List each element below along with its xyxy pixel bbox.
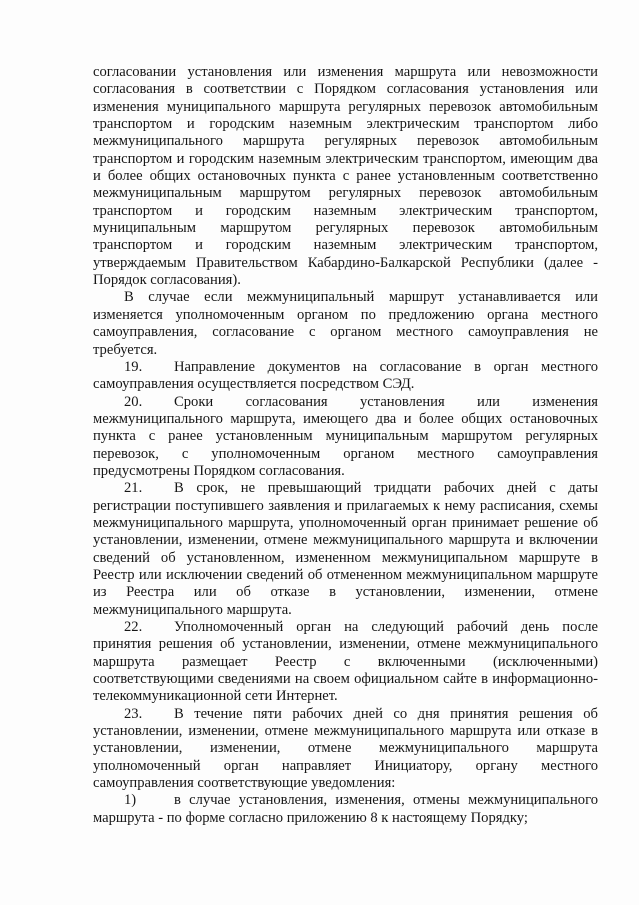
paragraph-19 [93, 359, 598, 394]
paragraph-mezhmunicipal-case [93, 289, 598, 358]
list-item-text: в случае установления, изменения, отмены межмуниципального маршрута - по форме согласно приложению 8 к настоящему Порядку; [93, 792, 598, 826]
paragraph-number: 19. [124, 358, 143, 375]
paragraph-number: 22. [124, 619, 143, 635]
paragraph-text: Уполномоченный орган на следующий рабочий день после принятия решения об установлении, изменении, отмене межмуниципального маршрута размещает Реестр с включенными (исключенными) соответствующими сведениями на своем официальном сайте в информационно-телекоммуникационной сети Интернет. [93, 619, 598, 705]
paragraph-text: В течение пяти рабочих дней со дня принятия решения об установлении, изменении, отмене межмуниципального маршрута или отказе в установлении, изменении, отмене межмуниципального маршрута уполномоченный орган направляет Инициатору, органу местного самоуправления соответствующие уведомления: [93, 705, 598, 792]
paragraph-number: 20. [124, 393, 143, 410]
paragraph-23 [93, 706, 598, 793]
paragraph-text: согласовании установления или изменения маршрута или невозможности согласования в соответствии с Порядком согласования установления или изменения муниципального маршрута регулярных перевозок автомобильным транспортом и городским наземным электрическим транспортом либо межмуниципального маршрута регулярных перевозок автомобильным транспортом и городским наземным электрическим транспортом, имеющим два и более общих остановочных пункта с ранее установленным соответственно межмуниципальным маршрутом регулярных перевозок автомобильным транспортом и городским наземным электрическим транспортом, муниципальным маршрутом регулярных перевозок автомобильным транспортом и городским наземным электрическим транспортом, утверждаемым Правительством Кабардино-Балкарской Республики (далее - Порядок согласования). [93, 64, 598, 289]
paragraph-number: 21. [124, 480, 143, 497]
paragraph-20 [93, 394, 598, 481]
paragraph-text: В случае если межмуниципальный маршрут устанавливается или изменяется уполномоченным органом по предложению органа местного самоуправления, согласование с органом местного самоуправления не требуется. [93, 289, 598, 358]
list-item-1 [93, 792, 598, 827]
paragraph-22 [93, 619, 598, 706]
paragraph-text: В срок, не превышающий тридцати рабочих дней с даты регистрации поступившего заявления и прилагаемых к нему расписания, схемы межмуниципального маршрута, уполномоченный орган принимает решение об установлении, изменении, отмене межмуниципального маршрута и включении сведений об установленном, измененном межмуниципальном маршруте в Реестр или исключении сведений об отмененном межмуниципальном маршруте из Реестра или об отказе в установлении, изменении, отмене межмуниципального маршрута. [93, 480, 598, 618]
list-item-number: 1) [124, 792, 137, 809]
paragraph-text: Сроки согласования установления или изменения межмуниципального маршрута, имеющего два и более общих остановочных пункта с ранее установленным муниципальным маршрутом регулярных перевозок, с уполномоченным органом местного самоуправления предусмотрены Порядком согласования. [93, 393, 598, 479]
paragraph-continuation [93, 64, 598, 289]
paragraph-number: 23. [124, 705, 143, 722]
paragraph-21 [93, 480, 598, 619]
paragraph-text: Направление документов на согласование в орган местного самоуправления осуществляется посредством СЭД. [93, 358, 598, 393]
